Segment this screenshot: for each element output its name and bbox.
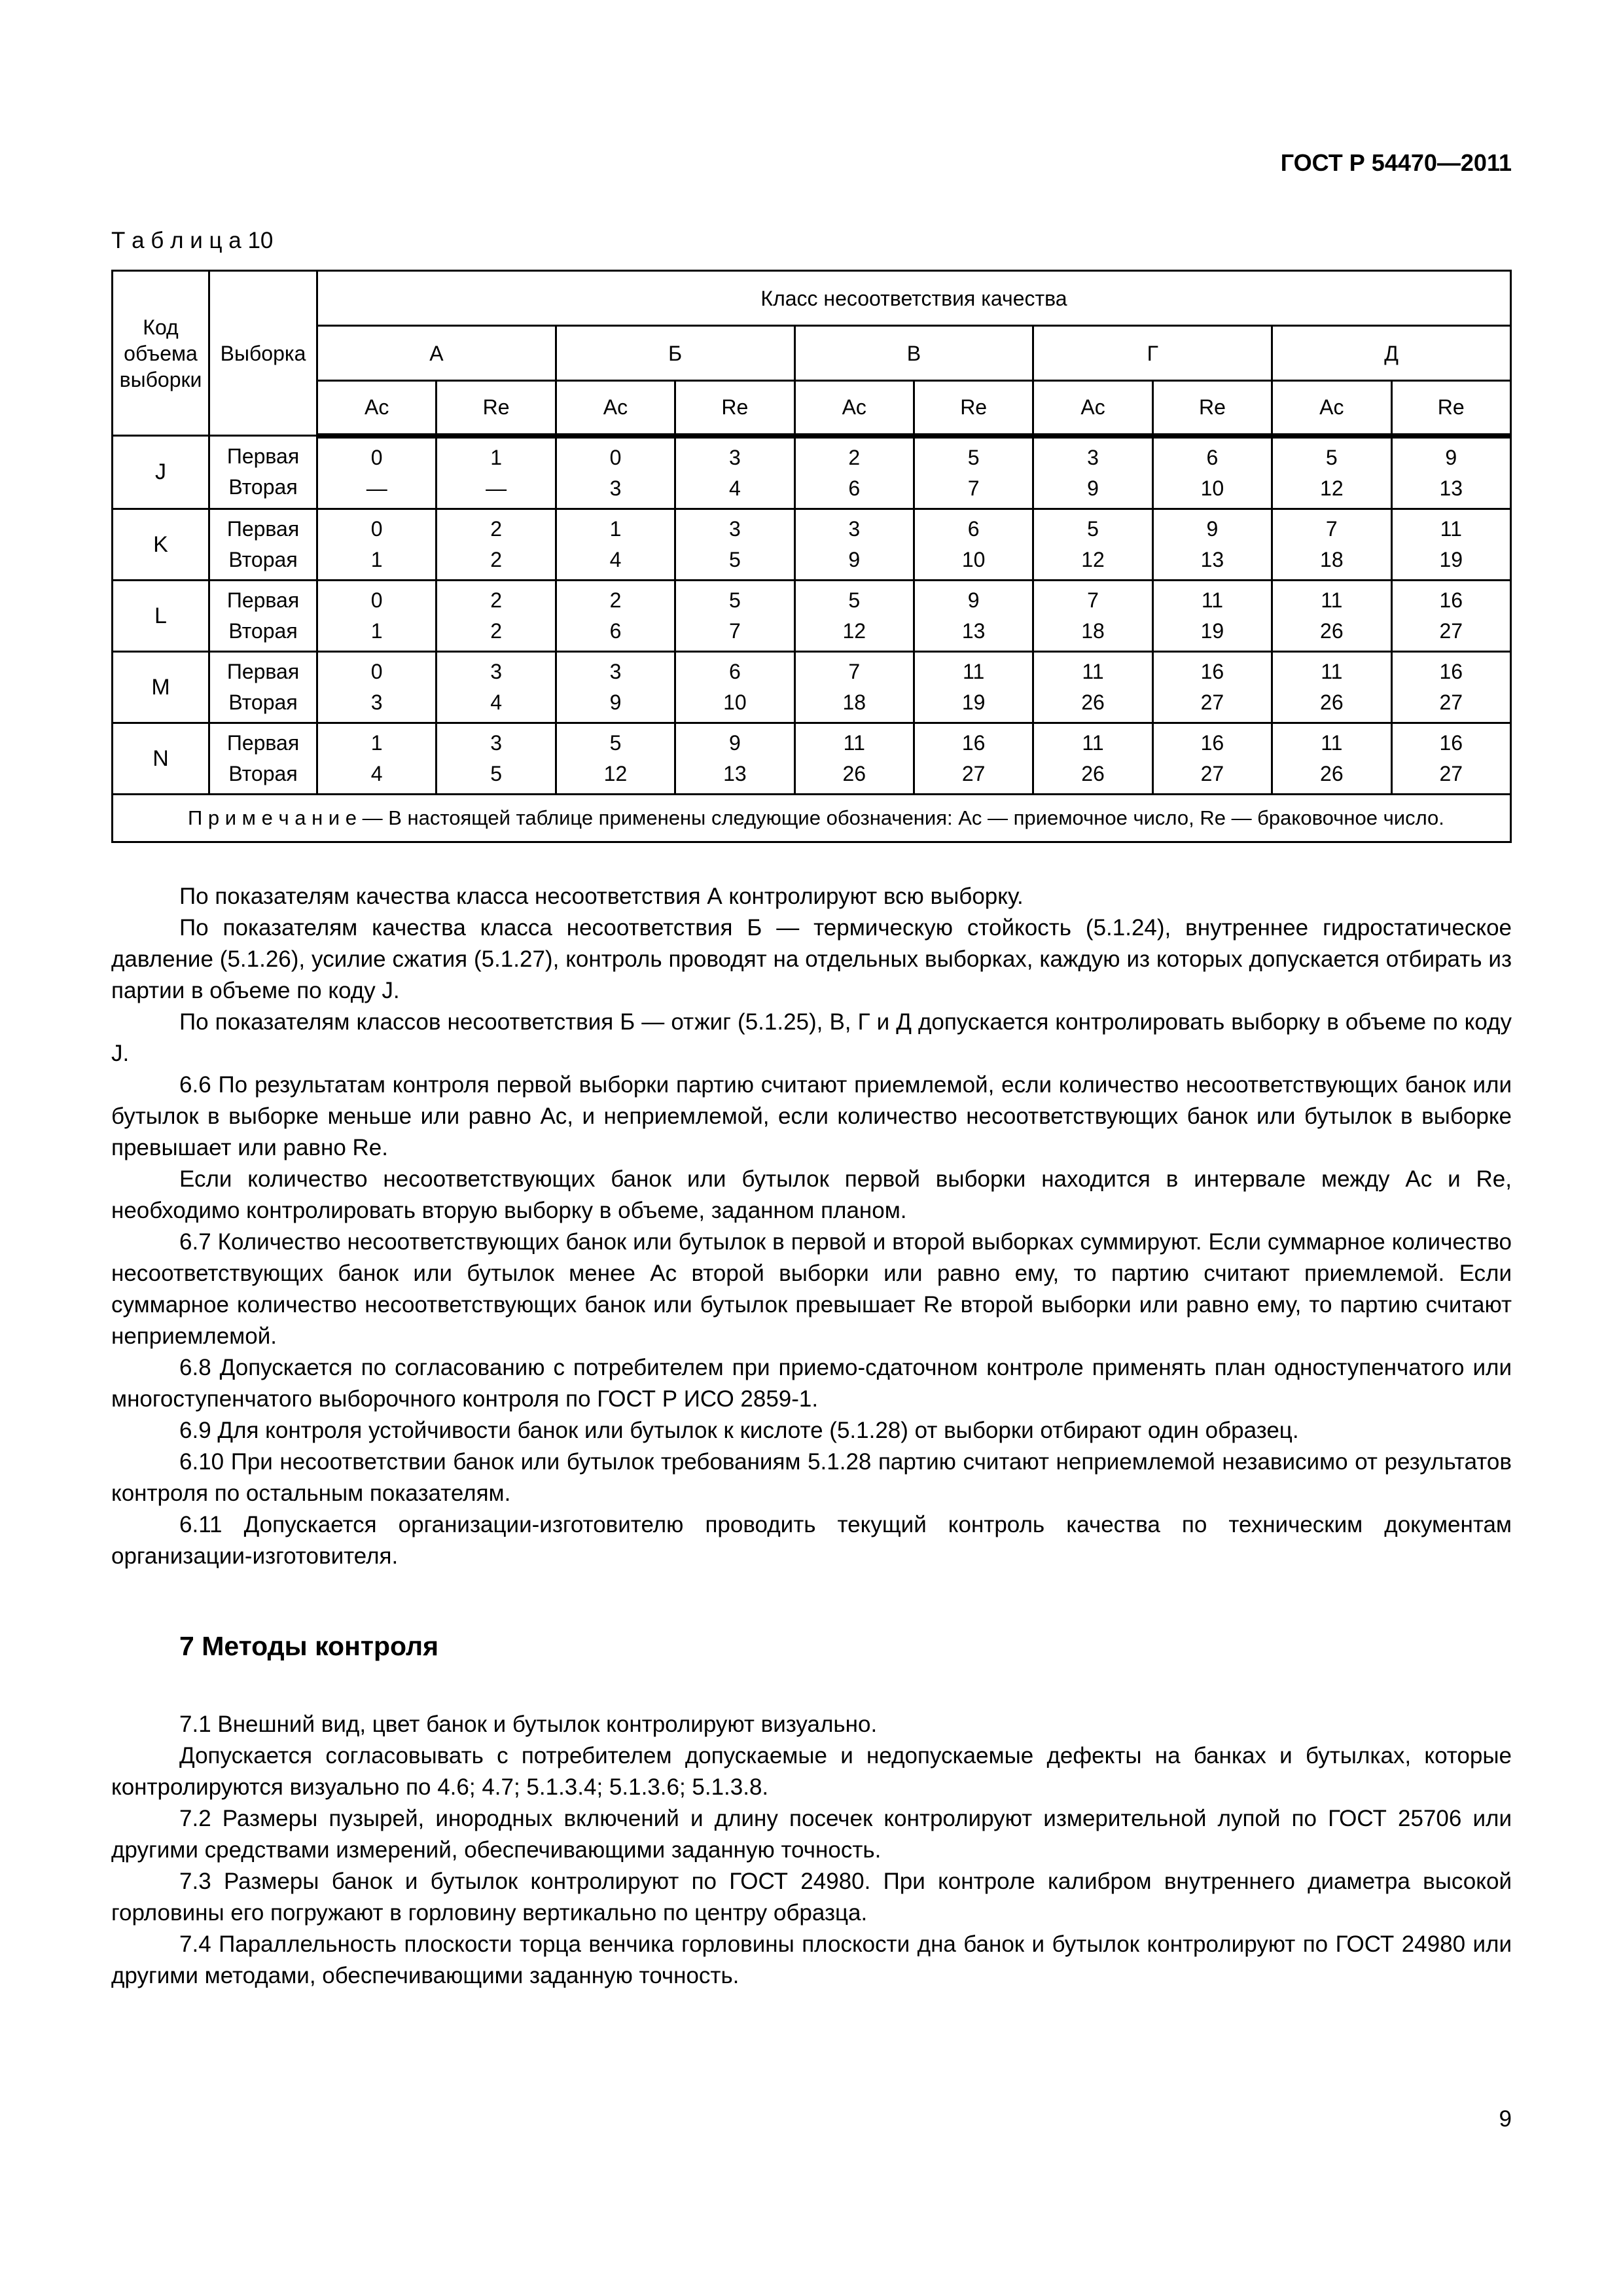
value-cell <box>1272 436 1391 509</box>
value-first: 3 <box>728 516 741 541</box>
page-content <box>111 0 1512 1992</box>
value-cell <box>437 723 556 794</box>
re-header: Re <box>437 381 556 436</box>
note-row <box>113 794 1511 842</box>
value-cell <box>1033 580 1152 651</box>
class-header-b: Б <box>556 326 794 381</box>
value-first: 9 <box>728 730 741 755</box>
value-cell <box>1033 436 1152 509</box>
value-second: 5 <box>728 547 741 571</box>
class-header-g: Г <box>1033 326 1272 381</box>
value-second: 18 <box>1081 619 1105 643</box>
table-note: П р и м е ч а н и е — В настоящей таблице применены следующие обозначения: Ас — приемочное число, Re — браковочное число. <box>113 794 1511 842</box>
value-second: 27 <box>1200 690 1224 714</box>
body-text-section-6 <box>111 881 1512 1572</box>
value-second: 1 <box>370 619 383 643</box>
header-row-3 <box>113 381 1511 436</box>
value-first: 11 <box>1321 588 1343 612</box>
page-number: 9 <box>1499 2106 1512 2132</box>
sample-size-code: M <box>113 651 209 723</box>
sample-first: Первая <box>226 588 300 612</box>
re-header: Re <box>1152 381 1272 436</box>
sample-first: Первая <box>226 444 300 469</box>
value-first: 0 <box>609 445 622 469</box>
value-cell <box>317 651 437 723</box>
value-second: 7 <box>728 619 741 643</box>
ac-header: Ас <box>1272 381 1391 436</box>
value-cell <box>437 436 556 509</box>
paragraph-clause-6-11: 6.11 Допускается организации-изготовителю проводить текущий контроль качества по техническим документам организации-изготовителя. <box>111 1511 1512 1569</box>
value-cell <box>914 509 1033 580</box>
value-first: 1 <box>370 730 383 755</box>
col-header-class: Класс несоответствия качества <box>317 271 1511 326</box>
value-second: 1 <box>370 547 383 571</box>
value-cell <box>914 723 1033 794</box>
value-second: 9 <box>609 690 622 714</box>
sample-size-code: N <box>113 723 209 794</box>
table-row <box>113 651 1511 723</box>
value-first: 0 <box>370 659 383 683</box>
value-first: 11 <box>1321 730 1343 755</box>
ac-header: Ас <box>794 381 914 436</box>
value-cell <box>1391 509 1510 580</box>
value-first: 5 <box>1087 516 1099 541</box>
value-cell <box>1391 580 1510 651</box>
value-cell <box>794 436 914 509</box>
value-second: 26 <box>842 761 866 785</box>
value-first: 3 <box>490 730 502 755</box>
value-first: 2 <box>848 445 861 469</box>
value-second: 26 <box>1081 761 1105 785</box>
value-second: 26 <box>1320 761 1344 785</box>
paragraph: Если количество несоответствующих банок или бутылок первой выборки находится в интервале между Ас и Re, необходимо контролировать вторую выборку в объеме, заданном планом. <box>111 1166 1512 1223</box>
value-cell <box>556 651 675 723</box>
value-cell <box>317 436 437 509</box>
value-cell <box>675 580 794 651</box>
value-first: 3 <box>609 659 622 683</box>
value-first: 16 <box>1200 730 1224 755</box>
value-first: 6 <box>967 516 980 541</box>
value-first: 11 <box>963 659 985 683</box>
value-first: 2 <box>490 588 502 612</box>
value-cell <box>556 436 675 509</box>
value-first: 2 <box>490 516 502 541</box>
value-cell <box>1391 723 1510 794</box>
value-second: 13 <box>723 761 747 785</box>
value-cell <box>675 436 794 509</box>
col-header-sample: Выборка <box>209 271 317 436</box>
value-second: 10 <box>961 547 986 571</box>
value-cell <box>675 651 794 723</box>
paragraph-clause-7-3: 7.3 Размеры банок и бутылок контролируют по ГОСТ 24980. При контроле калибром внутреннего диаметра высокой горловины его погружают в горловину вертикально по центру образца. <box>111 1868 1512 1926</box>
value-first: 0 <box>370 588 383 612</box>
value-cell <box>556 580 675 651</box>
table-note-section <box>113 794 1511 842</box>
paragraph: По показателям качества класса несоответствия Б — термическую стойкость (5.1.24), внутреннее гидростатическое давление (5.1.26), усилие сжатия (5.1.27), контроль проводят на отдельных выборках, каждую из которых допускается отбирать из партии в объеме по коду J. <box>111 914 1512 1003</box>
table-10 <box>111 270 1512 843</box>
value-cell <box>914 651 1033 723</box>
value-first: 3 <box>490 659 502 683</box>
value-cell <box>1033 723 1152 794</box>
value-cell <box>556 723 675 794</box>
value-cell <box>1391 436 1510 509</box>
sample-labels <box>209 651 317 723</box>
value-second: 12 <box>1081 547 1105 571</box>
value-first: 5 <box>967 445 980 469</box>
value-cell <box>1033 509 1152 580</box>
header-row-1 <box>113 271 1511 326</box>
value-first: 16 <box>1439 659 1463 683</box>
sample-size-code: K <box>113 509 209 580</box>
value-second: 6 <box>609 619 622 643</box>
paragraph-clause-6-10: 6.10 При несоответствии банок или бутылок требованиям 5.1.28 партию считают неприемлемой независимо от результатов контроля по остальным показателям. <box>111 1448 1512 1506</box>
re-header: Re <box>914 381 1033 436</box>
sample-labels <box>209 509 317 580</box>
sample-second: Вторая <box>228 619 298 643</box>
value-cell <box>914 580 1033 651</box>
value-cell <box>437 651 556 723</box>
value-second: 27 <box>1439 761 1463 785</box>
value-first: 11 <box>843 730 865 755</box>
value-second: 27 <box>1439 619 1463 643</box>
value-cell <box>317 723 437 794</box>
value-cell <box>437 509 556 580</box>
table-header <box>113 271 1511 436</box>
header-row-2 <box>113 326 1511 381</box>
value-second: 9 <box>1087 476 1099 500</box>
sample-second: Вторая <box>228 761 298 785</box>
value-first: 16 <box>1439 588 1463 612</box>
value-second: 27 <box>1439 690 1463 714</box>
value-second: 18 <box>1320 547 1344 571</box>
value-second: 26 <box>1081 690 1105 714</box>
value-cell <box>1152 651 1272 723</box>
sample-second: Вторая <box>228 547 298 571</box>
value-first: 16 <box>961 730 986 755</box>
value-cell <box>794 580 914 651</box>
body-text-section-7 <box>111 1709 1512 1992</box>
value-first: 11 <box>1082 659 1104 683</box>
sample-size-code: L <box>113 580 209 651</box>
value-second: 2 <box>490 619 502 643</box>
paragraph-clause-6-8: 6.8 Допускается по согласованию с потребителем при приемо-сдаточном контроле применять план одноступенчатого или многоступенчатого выборочного контроля по ГОСТ Р ИСО 2859-1. <box>111 1354 1512 1412</box>
value-second: 12 <box>842 619 866 643</box>
sample-second: Вторая <box>228 690 298 714</box>
value-second: 4 <box>490 690 502 714</box>
value-second: 19 <box>961 690 986 714</box>
value-second: 4 <box>370 761 383 785</box>
paragraph-clause-6-9: 6.9 Для контроля устойчивости банок или бутылок к кислоте (5.1.28) от выборки отбирают один образец. <box>179 1417 1299 1443</box>
table-row <box>113 723 1511 794</box>
sample-first: Первая <box>226 730 300 755</box>
table-body <box>113 436 1511 795</box>
value-second: 12 <box>603 761 628 785</box>
value-first: 3 <box>728 445 741 469</box>
value-second: 12 <box>1320 476 1344 500</box>
value-second: 2 <box>490 547 502 571</box>
value-second: 27 <box>961 761 986 785</box>
value-second: 27 <box>1200 761 1224 785</box>
paragraph: По показателям классов несоответствия Б — отжиг (5.1.25), В, Г и Д допускается контролировать выборку в объеме по коду J. <box>111 1009 1512 1066</box>
paragraph-clause-7-4: 7.4 Параллельность плоскости торца венчика горловины плоскости дна банок и бутылок контролируют по ГОСТ 24980 или другими методами, обеспечивающими заданную точность. <box>111 1931 1512 1988</box>
value-first: 1 <box>609 516 622 541</box>
class-header-v: В <box>794 326 1033 381</box>
sample-second: Вторая <box>228 475 298 499</box>
value-second: 3 <box>609 476 622 500</box>
value-first: 7 <box>848 659 861 683</box>
value-second: — <box>486 476 507 500</box>
value-second: 26 <box>1320 619 1344 643</box>
ac-header: Ас <box>556 381 675 436</box>
paragraph-clause-6-7: 6.7 Количество несоответствующих банок или бутылок в первой и второй выборках суммируют. Если суммарное количество несоответствующих банок или бутылок менее Ас второй выборки или равно ему, то партию считают приемлемой. Если суммарное количество несоответствующих банок или бутылок превышает Re второй выборки или равно ему, то партию считают неприемлемой. <box>111 1229 1512 1349</box>
value-second: 9 <box>848 547 861 571</box>
value-cell <box>1152 723 1272 794</box>
value-second: 10 <box>723 690 747 714</box>
value-second: 13 <box>1439 476 1463 500</box>
value-first: 16 <box>1439 730 1463 755</box>
value-cell <box>1152 509 1272 580</box>
value-cell <box>794 651 914 723</box>
col-header-code: Код объема выборки <box>113 271 209 436</box>
section-heading-7: 7 Методы контроля <box>179 1630 438 1661</box>
value-first: 11 <box>1440 516 1462 541</box>
value-cell <box>1033 651 1152 723</box>
value-first: 5 <box>728 588 741 612</box>
value-second: 19 <box>1200 619 1224 643</box>
sample-first: Первая <box>226 659 300 683</box>
value-second: — <box>366 476 387 500</box>
value-cell <box>317 580 437 651</box>
value-cell <box>437 580 556 651</box>
value-second: 4 <box>728 476 741 500</box>
sample-labels <box>209 723 317 794</box>
value-second: 5 <box>490 761 502 785</box>
value-first: 6 <box>728 659 741 683</box>
value-second: 7 <box>967 476 980 500</box>
value-first: 9 <box>967 588 980 612</box>
value-cell <box>1152 436 1272 509</box>
value-first: 11 <box>1201 588 1224 612</box>
value-first: 0 <box>370 516 383 541</box>
value-cell <box>1152 580 1272 651</box>
paragraph-clause-6-6: 6.6 По результатам контроля первой выборки партию считают приемлемой, если количество несоответствующих банок или бутылок в выборке меньше или равно Ас, и неприемлемой, если количество несоответствующих банок или бутылок в выборке превышает или равно Re. <box>111 1071 1512 1160</box>
table-caption: Т а б л и ц а 10 <box>111 228 274 253</box>
value-first: 9 <box>1445 445 1457 469</box>
value-second: 4 <box>609 547 622 571</box>
sample-labels <box>209 580 317 651</box>
value-cell <box>317 509 437 580</box>
ac-header: Ас <box>317 381 437 436</box>
value-cell <box>1272 580 1391 651</box>
value-second: 26 <box>1320 690 1344 714</box>
value-cell <box>794 509 914 580</box>
value-first: 9 <box>1206 516 1219 541</box>
re-header: Re <box>675 381 794 436</box>
paragraph: Допускается согласовывать с потребителем допускаемые и недопускаемые дефекты на банках и бутылках, которые контролируются визуально по 4.6; 4.7; 5.1.3.4; 5.1.3.6; 5.1.3.8. <box>111 1742 1512 1800</box>
value-second: 13 <box>1200 547 1224 571</box>
value-cell <box>1272 723 1391 794</box>
value-cell <box>675 723 794 794</box>
paragraph-clause-7-1: 7.1 Внешний вид, цвет банок и бутылок контролируют визуально. <box>179 1711 878 1737</box>
value-first: 7 <box>1087 588 1099 612</box>
value-first: 0 <box>370 445 383 469</box>
sample-size-code: J <box>113 436 209 509</box>
value-first: 5 <box>848 588 861 612</box>
class-header-d: Д <box>1272 326 1511 381</box>
value-cell <box>914 436 1033 509</box>
paragraph-clause-7-2: 7.2 Размеры пузырей, инородных включений и длину посечек контролируют измерительной лупой по ГОСТ 25706 или другими средствами измерений, обеспечивающими заданную точность. <box>111 1805 1512 1863</box>
value-cell <box>794 723 914 794</box>
value-first: 3 <box>1087 445 1099 469</box>
document-code: ГОСТ Р 54470—2011 <box>1280 149 1512 176</box>
value-first: 11 <box>1082 730 1104 755</box>
value-first: 5 <box>609 730 622 755</box>
value-cell <box>1272 651 1391 723</box>
ac-header: Ас <box>1033 381 1152 436</box>
value-second: 19 <box>1439 547 1463 571</box>
value-cell <box>1391 651 1510 723</box>
paragraph: По показателям качества класса несоответствия А контролируют всю выборку. <box>179 883 1024 909</box>
table-row <box>113 509 1511 580</box>
value-first: 1 <box>490 445 502 469</box>
re-header: Re <box>1391 381 1510 436</box>
value-cell <box>1272 509 1391 580</box>
table-row <box>113 436 1511 509</box>
class-header-a: А <box>317 326 556 381</box>
value-cell <box>675 509 794 580</box>
value-first: 16 <box>1200 659 1224 683</box>
value-first: 3 <box>848 516 861 541</box>
table-row <box>113 580 1511 651</box>
value-first: 2 <box>609 588 622 612</box>
value-cell <box>556 509 675 580</box>
sample-labels <box>209 436 317 509</box>
value-second: 18 <box>842 690 866 714</box>
value-second: 6 <box>848 476 861 500</box>
value-first: 11 <box>1321 659 1343 683</box>
value-first: 7 <box>1325 516 1338 541</box>
value-second: 13 <box>961 619 986 643</box>
value-second: 10 <box>1200 476 1224 500</box>
value-first: 6 <box>1206 445 1219 469</box>
sample-first: Первая <box>226 516 300 541</box>
value-first: 5 <box>1325 445 1338 469</box>
value-second: 3 <box>370 690 383 714</box>
